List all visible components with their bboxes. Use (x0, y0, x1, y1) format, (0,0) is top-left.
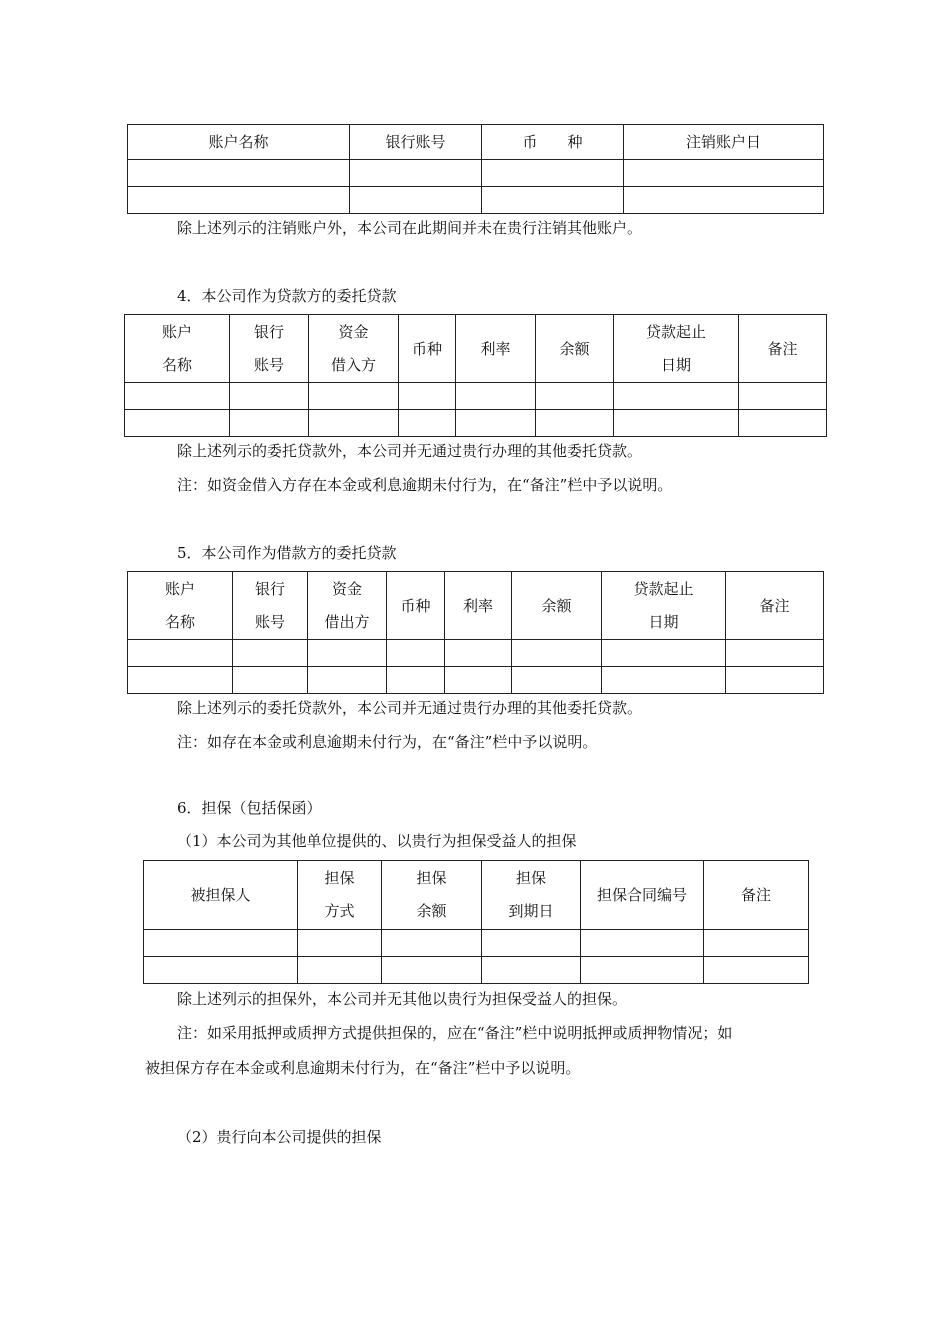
table-row (144, 930, 809, 957)
table-cell (350, 160, 482, 187)
header-cell: 注销账户日 (624, 125, 824, 160)
section5-title: 5．本公司作为借款方的委托贷款 (177, 544, 397, 562)
section6-note1: 除上述列示的担保外，本公司并无其他以贵行为担保受益人的担保。 (177, 990, 628, 1008)
table-row (144, 957, 809, 984)
table3-note: 除上述列示的注销账户外，本公司在此期间并未在贵行注销其他账户。 (177, 219, 643, 237)
table-header-row (125, 315, 827, 383)
section5-note2: 注：如存在本金或利息逾期未付行为，在“备注”栏中予以说明。 (177, 733, 598, 751)
header-cell: 余额 (512, 572, 602, 640)
guarantee-table (143, 860, 809, 984)
header-cell: 备注 (726, 572, 824, 640)
header-cell: 银行 账号 (230, 315, 309, 383)
header-cell: 余额 (536, 315, 614, 383)
table-cell (350, 187, 482, 214)
table-row (128, 187, 824, 214)
header-cell: 担保合同编号 (581, 861, 704, 930)
section6-note2-line1: 注：如采用抵押或质押方式提供担保的，应在“备注”栏中说明抵押或质押物情况；如 (177, 1024, 733, 1042)
table-row (128, 640, 824, 667)
cancelled-accounts-table (127, 124, 824, 214)
section4-title: 4．本公司作为贷款方的委托贷款 (177, 287, 397, 305)
header-cell: 贷款起止 日期 (614, 315, 739, 383)
entrusted-loan-borrower-table (127, 571, 824, 694)
section6-sub2: （2）贵行向本公司提供的担保 (177, 1128, 382, 1146)
header-cell: 币种 (387, 572, 445, 640)
entrusted-loan-lender-table (124, 314, 827, 437)
table-cell (128, 187, 350, 214)
section6-title: 6．担保（包括保函） (177, 799, 322, 817)
header-cell: 资金 借出方 (308, 572, 387, 640)
section6-note2-line2: 被担保方存在本金或利息逾期未付行为，在“备注”栏中予以说明。 (145, 1059, 581, 1077)
table-row (128, 160, 824, 187)
section4-note2: 注：如资金借入方存在本金或利息逾期未付行为，在“备注”栏中予以说明。 (177, 476, 673, 494)
header-cell: 银行 账号 (233, 572, 308, 640)
header-cell: 利率 (456, 315, 536, 383)
header-cell: 担保 余额 (382, 861, 482, 930)
header-cell: 币 种 (482, 125, 624, 160)
header-cell: 备注 (739, 315, 827, 383)
table-row (125, 383, 827, 410)
table-header-row (128, 572, 824, 640)
table-cell (624, 187, 824, 214)
header-cell: 利率 (445, 572, 512, 640)
header-cell: 贷款起止 日期 (602, 572, 726, 640)
table-row (125, 410, 827, 437)
header-cell: 被担保人 (144, 861, 298, 930)
header-cell: 担保 到期日 (482, 861, 581, 930)
header-cell: 备注 (704, 861, 809, 930)
header-cell: 账户 名称 (128, 572, 233, 640)
header-cell: 银行账号 (350, 125, 482, 160)
table-header-row (128, 125, 824, 160)
header-cell: 账户名称 (128, 125, 350, 160)
header-cell: 资金 借入方 (309, 315, 399, 383)
header-cell: 账户 名称 (125, 315, 230, 383)
table-header-row (144, 861, 809, 930)
table-row (128, 667, 824, 694)
table-cell (482, 187, 624, 214)
table-cell (128, 160, 350, 187)
section4-note1: 除上述列示的委托贷款外，本公司并无通过贵行办理的其他委托贷款。 (177, 442, 643, 460)
header-cell: 币种 (399, 315, 456, 383)
header-cell: 担保 方式 (298, 861, 382, 930)
section5-note1: 除上述列示的委托贷款外，本公司并无通过贵行办理的其他委托贷款。 (177, 699, 643, 717)
table-cell (482, 160, 624, 187)
table-cell (624, 160, 824, 187)
section6-sub1: （1）本公司为其他单位提供的、以贵行为担保受益人的担保 (177, 832, 577, 850)
